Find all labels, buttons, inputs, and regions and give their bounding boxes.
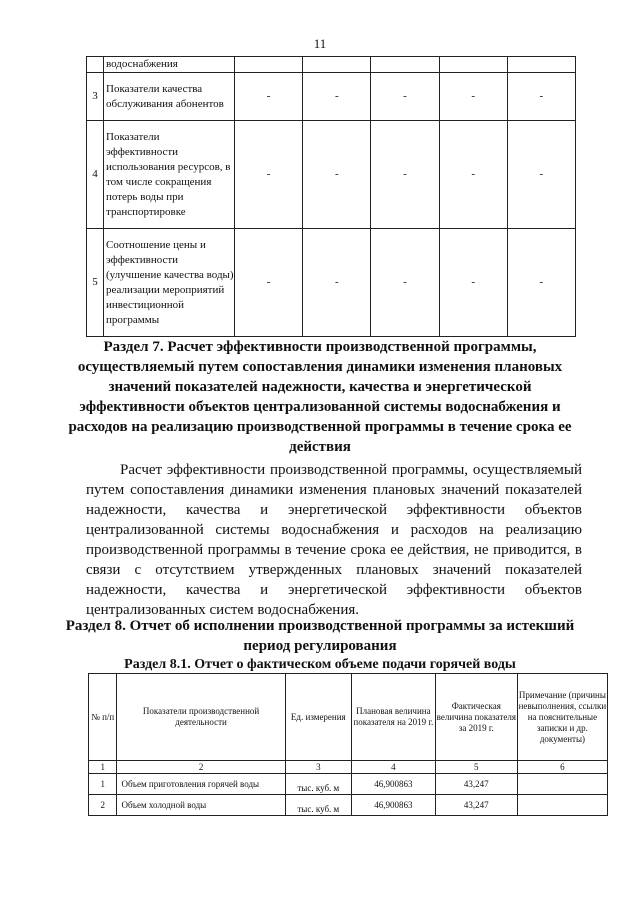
table-row: [87, 73, 576, 121]
value-cell: [507, 57, 575, 73]
indicators-table: [86, 56, 576, 337]
table-row: [87, 229, 576, 337]
table-row: [87, 121, 576, 229]
table-row: [89, 774, 608, 795]
column-header: Примечание (причины невыполнения, ссылки на пояснительные записки и др. документы): [517, 674, 607, 761]
unit-cell: тыс. куб. м: [285, 795, 351, 816]
value-cell: -: [235, 121, 303, 229]
value-cell: -: [439, 73, 507, 121]
plan-value-cell: 46,900863: [351, 795, 435, 816]
row-number: [87, 57, 104, 73]
unit-cell: тыс. куб. м: [285, 774, 351, 795]
plan-value-cell: 46,900863: [351, 774, 435, 795]
value-cell: [371, 57, 439, 73]
value-cell: -: [371, 229, 439, 337]
column-header: № п/п: [89, 674, 117, 761]
column-index: 4: [351, 761, 435, 774]
value-cell: -: [507, 121, 575, 229]
section-7-heading: Раздел 7. Расчет эффективности производственной программы, осуществляемый путем сопоставления динамики изменения плановых значений показателей надежности, качества и энергетической эффективности объектов централизованной системы водоснабжения и расходов на реализацию производственной программы в течение срока ее действия: [68, 339, 572, 455]
value-cell: -: [507, 73, 575, 121]
value-cell: -: [235, 229, 303, 337]
column-header: Ед. измерения: [285, 674, 351, 761]
column-header: Показатели производственной деятельности: [117, 674, 285, 761]
column-index: 6: [517, 761, 607, 774]
row-number: 4: [87, 121, 104, 229]
note-cell: [517, 774, 607, 795]
indicator-cell: Объем холодной воды: [117, 795, 285, 816]
column-index: 5: [435, 761, 517, 774]
row-number: 3: [87, 73, 104, 121]
value-cell: -: [371, 121, 439, 229]
page-number: 11: [313, 36, 327, 51]
table-row: [87, 57, 576, 73]
indicator-cell: Показатели качества обслуживания абонентов: [104, 73, 235, 121]
hot-water-report-table: [88, 673, 608, 816]
column-index: 1: [89, 761, 117, 774]
fact-value-cell: 43,247: [435, 795, 517, 816]
indicator-cell: водоснабжения: [104, 57, 235, 73]
column-header: Плановая величина показателя на 2019 г.: [351, 674, 435, 761]
fact-value-cell: 43,247: [435, 774, 517, 795]
value-cell: -: [303, 229, 371, 337]
value-cell: -: [507, 229, 575, 337]
note-cell: [517, 795, 607, 816]
row-number: 5: [87, 229, 104, 337]
section-8-heading: Раздел 8. Отчет об исполнении производственной программы за истекший период регулирования: [65, 618, 575, 654]
section-7-paragraph: Расчет эффективности производственной программы, осуществляемый путем сопоставления динамики изменения плановых значений показателей надежности, качества и энергетической эффективности объектов централизованной системы водоснабжения и расходов на реализацию производственной программы в течение срока ее действия, не приводится, в связи с отсутствием утвержденных плановых значений показателей надежности, качества и энергетической эффективности объектов централизованных систем водоснабжения.: [86, 462, 582, 618]
value-cell: -: [235, 73, 303, 121]
row-number: 2: [89, 795, 117, 816]
value-cell: -: [303, 121, 371, 229]
column-index: 3: [285, 761, 351, 774]
column-index-row: [89, 761, 608, 774]
value-cell: [303, 57, 371, 73]
value-cell: [439, 57, 507, 73]
section-8-1-heading: Раздел 8.1. Отчет о фактическом объеме подачи горячей воды: [124, 657, 516, 672]
row-number: 1: [89, 774, 117, 795]
value-cell: -: [439, 121, 507, 229]
value-cell: -: [371, 73, 439, 121]
indicator-cell: Соотношение цены и эффективности (улучшение качества воды) реализации мероприятий инвестиционной программы: [104, 229, 235, 337]
column-header: Фактическая величина показателя за 2019 г.: [435, 674, 517, 761]
value-cell: -: [303, 73, 371, 121]
column-index: 2: [117, 761, 285, 774]
indicator-cell: Объем приготовления горячей воды: [117, 774, 285, 795]
value-cell: -: [439, 229, 507, 337]
table-row: [89, 795, 608, 816]
indicator-cell: Показатели эффективности использования ресурсов, в том числе сокращения потерь воды при транспортировке: [104, 121, 235, 229]
value-cell: [235, 57, 303, 73]
table-header-row: [89, 674, 608, 761]
